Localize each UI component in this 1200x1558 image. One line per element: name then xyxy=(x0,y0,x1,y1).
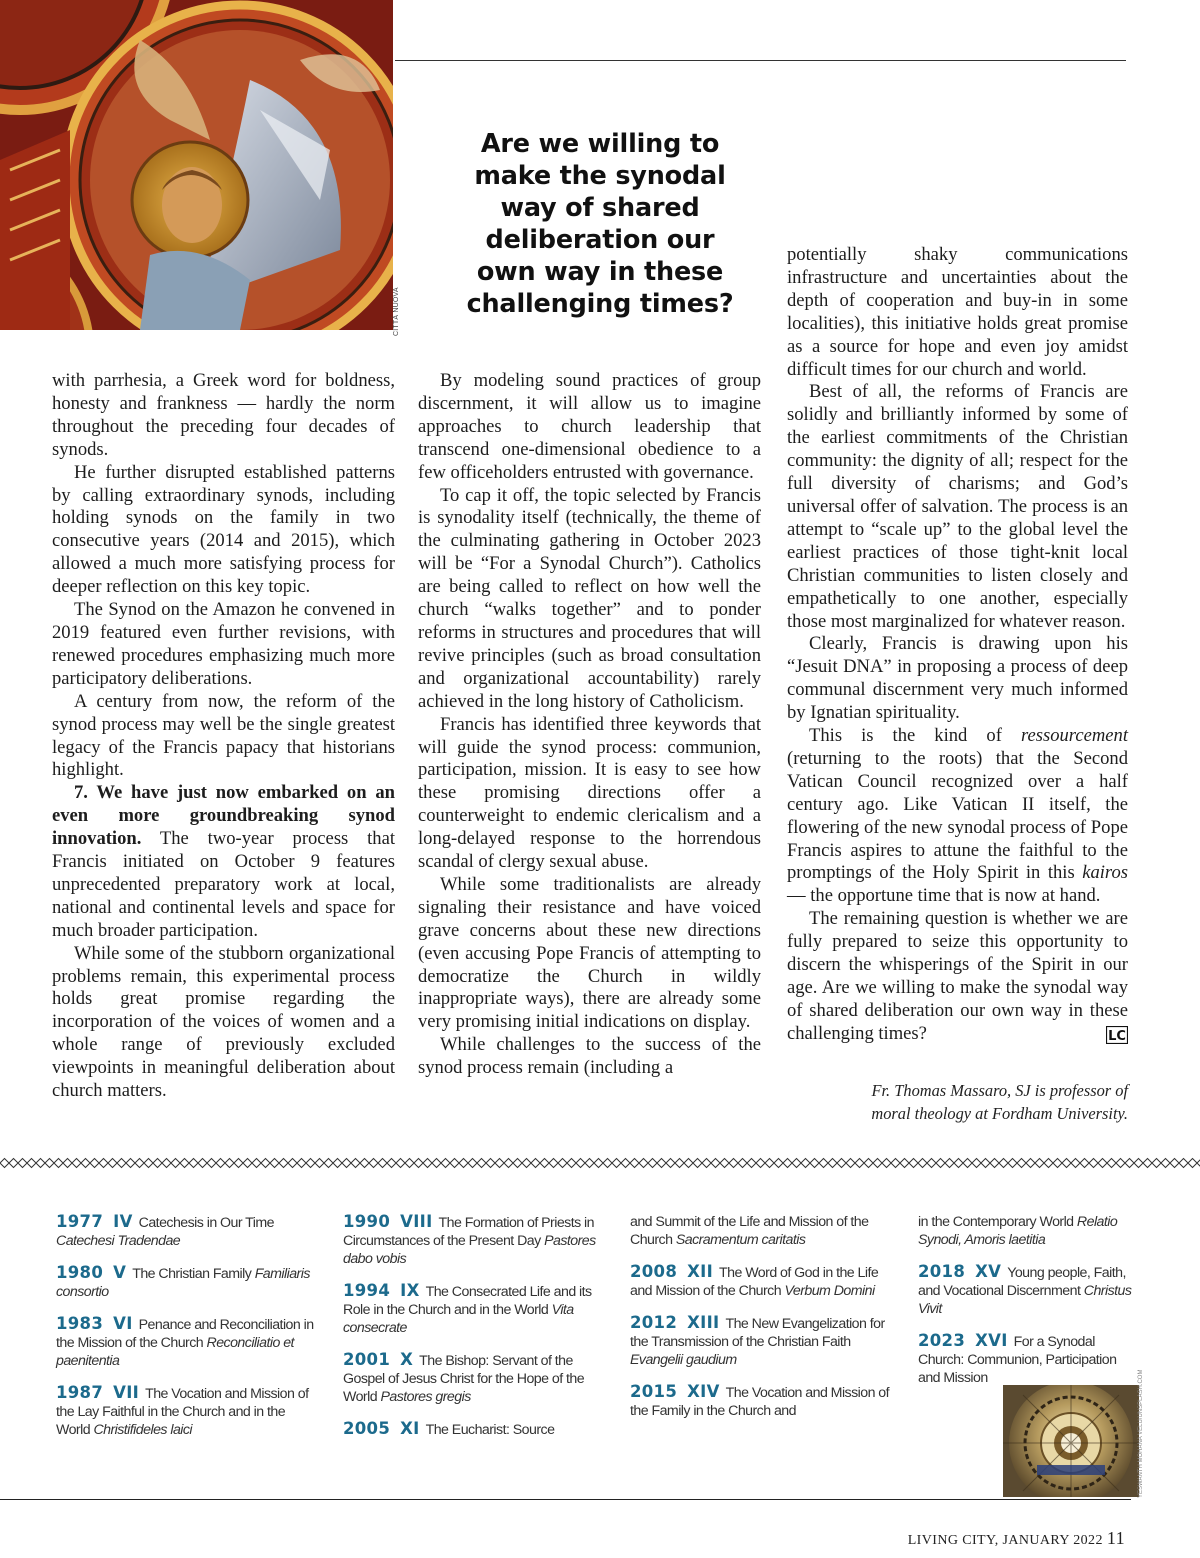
author-bio-line: Fr. Thomas Massaro, SJ is professor of xyxy=(871,1081,1128,1100)
paragraph: While some traditionalists are already signaling their resistance and have voiced grave concerns about these new directions (even accusing Pope Francis of attempting to democratize the Church in wildly inappropriate ways), there are already some very promising initial indications on display. xyxy=(418,873,761,1033)
paragraph-text: The remaining question is whether we are fully prepared to seize this opportunity to discern the whisperings of the Spirit in our age. Are we willing to make the synodal way of shared deliberation our own way in these challenging times? xyxy=(787,908,1128,1044)
paragraph-text: (returning to the roots) that the Second Vatican Council recognized over a half century ago. Like Vatican II itself, the flowering of the new synodal process of Pope Francis aspires to attune the faithful to the promptings of the Holy Spirit in this xyxy=(787,747,1128,884)
timeline-year: 2008 xyxy=(630,1262,678,1281)
timeline-assembly-number: IV xyxy=(113,1212,133,1231)
timeline-document-title: Verbum Domini xyxy=(784,1283,875,1299)
timeline-theme: The Vocation and Mission of the Lay Faithful in the Church and in the World xyxy=(56,1386,309,1438)
timeline-assembly-number: VI xyxy=(113,1314,133,1333)
footer-rule xyxy=(0,1499,1131,1500)
timeline-year: 2023 xyxy=(918,1331,966,1350)
paragraph: While challenges to the success of the synod process remain (including a xyxy=(418,1034,761,1079)
paragraph xyxy=(787,725,1128,908)
dome-photo-credit: YESWANTH MOHANA VELU/UNSPLASH.COM xyxy=(1138,1369,1144,1498)
timeline-year: 2001 xyxy=(343,1350,391,1369)
timeline-document-title: Evangelii gaudium xyxy=(630,1352,737,1368)
timeline-theme: Young people, Faith, and Vocational Discernment xyxy=(918,1265,1126,1299)
timeline-entry xyxy=(343,1213,598,1268)
timeline-theme: The Word of God in the Life and Mission of the Church xyxy=(630,1265,879,1299)
paragraph: He further disrupted established patterns by calling extraordinary synods, including holding synods on the family in two consecutive years (2014 and 2015), which allowed a much more satisfying process for deeper reflection on this key topic. xyxy=(52,461,395,598)
paragraph: Clearly, Francis is drawing upon his “Jesuit DNA” in proposing a process of deep communal discernment very much informed by Ignatian spirituality. xyxy=(787,633,1128,724)
timeline-year: 1987 xyxy=(56,1383,104,1402)
timeline-year: 1990 xyxy=(343,1212,391,1231)
paragraph: To cap it off, the topic selected by Francis is synodality itself (technically, the theme of the culminating gathering in October 2023 will be “For a Synodal Church”). Catholics are being called to reflect on how well the church “walks together” and to ponder reforms in structures and procedures that will revive principles (such as broad consultation and organizational accountability) rarely achieved in the long history of Catholicism. xyxy=(418,484,761,712)
timeline-year: 1980 xyxy=(56,1263,104,1282)
timeline-theme: For a Synodal Church: Communion, Participation and Mission xyxy=(918,1334,1117,1386)
dome-image xyxy=(1003,1385,1139,1497)
point-seven-lead: 7. We have just now embarked on an even more groundbreaking synod innovation. xyxy=(52,782,395,850)
timeline-column-1 xyxy=(56,1213,316,1453)
timeline-assembly-number: XII xyxy=(687,1262,714,1281)
article-column-2 xyxy=(418,370,761,1080)
timeline-entry-continued xyxy=(630,1213,890,1249)
italic-term: ressourcement xyxy=(1020,725,1128,747)
timeline-theme: Catechesis in Our Time xyxy=(138,1215,274,1231)
paragraph-text: The two-year process that Francis initiated on October 9 features unprecedented preparatory work at local, national and continental levels and space for much broader participation. xyxy=(52,828,395,941)
article-column-3 xyxy=(787,244,1128,1046)
timeline-column-4 xyxy=(918,1213,1133,1401)
pull-quote: Are we willing to make the synodal way of shared deliberation our own way in these challenging times? xyxy=(466,129,734,319)
diamond-divider xyxy=(0,1157,1200,1169)
timeline-document-title: Sacramentum caritatis xyxy=(675,1232,806,1248)
timeline-assembly-number: VII xyxy=(113,1383,140,1402)
paragraph xyxy=(52,782,395,942)
timeline-assembly-number: XIV xyxy=(687,1382,720,1401)
timeline-year: 1994 xyxy=(343,1281,391,1300)
timeline-entry xyxy=(56,1264,316,1301)
author-bio-line: moral theology at Fordham University. xyxy=(871,1103,1128,1123)
timeline-document-title: Familiaris consortio xyxy=(56,1266,310,1300)
timeline-entry xyxy=(918,1263,1133,1318)
italic-term: kairos xyxy=(1082,862,1128,884)
timeline-entry xyxy=(56,1315,316,1370)
timeline-entry xyxy=(343,1282,598,1337)
timeline-entry xyxy=(630,1263,890,1300)
timeline-assembly-number: X xyxy=(400,1350,414,1369)
timeline-year: 1983 xyxy=(56,1314,104,1333)
timeline-entry xyxy=(918,1332,1133,1387)
timeline-theme: Penance and Reconciliation in the Mission of the Church xyxy=(56,1317,314,1351)
paragraph-text: This is the kind of xyxy=(809,725,1021,747)
timeline-theme: The Eucharist: Source xyxy=(425,1422,555,1438)
header-rule xyxy=(395,60,1126,61)
timeline-document-title: Catechesi Tradendae xyxy=(56,1233,181,1249)
paragraph: The Synod on the Amazon he convened in 2019 featured even further revisions, with renewed procedures emphasizing much more participatory deliberations. xyxy=(52,599,395,689)
timeline-assembly-number: XVI xyxy=(975,1331,1008,1350)
paragraph: Best of all, the reforms of Francis are solidly and brilliantly informed by some of the earliest commitments of the Christian community: the dignity of all; respect for the full diversity of charisms; and God’s universal offer of salvation. The process is an attempt to “scale up” to the global level the earliest practices of those tight-knit local Christian communities to listen closely and empathetically to one another, especially those most marginalized for whatever reason. xyxy=(787,381,1128,632)
timeline-theme: and Summit of the Life and Mission of the Church xyxy=(630,1214,869,1248)
timeline-entry xyxy=(56,1213,316,1250)
paragraph: While some of the stubborn organizational problems remain, this experimental process holds great promise regarding the incorporation of the voices of women and a whole range of previously excluded viewpoints in meaningful deliberation about church matters. xyxy=(52,942,395,1102)
timeline-year: 2015 xyxy=(630,1382,678,1401)
timeline-year: 2005 xyxy=(343,1419,391,1438)
timeline-document-title: Relatio Synodi, Amoris laetitia xyxy=(918,1214,1118,1248)
timeline-assembly-number: VIII xyxy=(400,1212,433,1231)
timeline-assembly-number: V xyxy=(113,1263,127,1282)
page-number: 11 xyxy=(1106,1528,1125,1548)
timeline-entry-continued xyxy=(918,1213,1133,1249)
timeline-document-title: Vita consecrate xyxy=(343,1302,574,1336)
paragraph: with parrhesia, a Greek word for boldness, honesty and frankness — hardly the norm throughout the preceding four decades of synods. xyxy=(52,370,395,460)
paragraph: A century from now, the reform of the synod process may well be the single greatest legacy of the Francis papacy that historians highlight. xyxy=(52,690,395,781)
paragraph: Francis has identified three keywords that will guide the synod process: communion, participation, mission. It is easy to see how these promising directions offer a counterweight to endemic clericalism and a long-delayed response to the horrendous scandal of clergy sexual abuse. xyxy=(418,713,761,873)
timeline-theme: The Christian Family xyxy=(132,1266,255,1282)
timeline-theme: The New Evangelization for the Transmission of the Christian Faith xyxy=(630,1316,885,1350)
timeline-column-2 xyxy=(343,1213,598,1453)
dome-illustration xyxy=(1003,1385,1139,1497)
timeline-document-title: Reconciliatio et paenitentia xyxy=(56,1335,294,1369)
timeline-entry xyxy=(630,1383,890,1420)
fresco-image xyxy=(0,0,393,330)
timeline-column-3 xyxy=(630,1213,890,1434)
timeline-assembly-number: XIII xyxy=(687,1313,720,1332)
timeline-year: 2018 xyxy=(918,1262,966,1281)
timeline-theme: The Bishop: Servant of the Gospel of Jesus Christ for the Hope of the World xyxy=(343,1353,585,1405)
timeline-year: 1977 xyxy=(56,1212,104,1231)
paragraph: potentially shaky communications infrastructure and uncertainties about the depth of cooperation and buy-in in some localities), this initiative holds great promise as a source for hope and even joy amidst difficult times for our church and world. xyxy=(787,244,1128,380)
timeline-document-title: Pastores gregis xyxy=(380,1389,471,1405)
timeline-entry xyxy=(56,1384,316,1439)
author-bio xyxy=(800,1080,1128,1125)
timeline-theme: The Formation of Priests in Circumstances of the Present Day xyxy=(343,1215,594,1249)
fresco-illustration xyxy=(0,0,393,330)
timeline-assembly-number: XI xyxy=(400,1419,420,1438)
timeline-entry xyxy=(343,1351,598,1406)
timeline-entry xyxy=(630,1314,890,1369)
timeline-assembly-number: XV xyxy=(975,1262,1002,1281)
paragraph-text: — the opportune time that is now at hand. xyxy=(787,885,1101,907)
living-city-end-mark-icon xyxy=(1106,1026,1128,1044)
fresco-photo-credit: CITTÀ NUOVA xyxy=(393,287,400,336)
timeline-document-title: Christus Vivit xyxy=(918,1283,1132,1317)
timeline-theme: The Consecrated Life and its Role in the Church and in the World xyxy=(343,1284,592,1318)
paragraph: By modeling sound practices of group discernment, it will allow us to imagine approaches to church leadership that transcend one-dimensional obedience to a few officeholders entrusted with governance. xyxy=(418,370,761,483)
end-mark-text: LC xyxy=(1108,1028,1126,1044)
article-column-1 xyxy=(52,370,395,1103)
timeline-year: 2012 xyxy=(630,1313,678,1332)
paragraph xyxy=(787,908,1128,1045)
timeline-entry xyxy=(343,1420,598,1439)
timeline-document-title: Pastores dabo vobis xyxy=(343,1233,596,1267)
page-footer xyxy=(908,1528,1125,1549)
publication-name: LIVING CITY, JANUARY 2022 xyxy=(907,1533,1103,1548)
timeline-theme: The Vocation and Mission of the Family in the Church and xyxy=(630,1385,890,1419)
timeline-theme: in the Contemporary World xyxy=(918,1214,1077,1230)
timeline-document-title: Christifideles laici xyxy=(93,1422,193,1438)
timeline-assembly-number: IX xyxy=(400,1281,420,1300)
